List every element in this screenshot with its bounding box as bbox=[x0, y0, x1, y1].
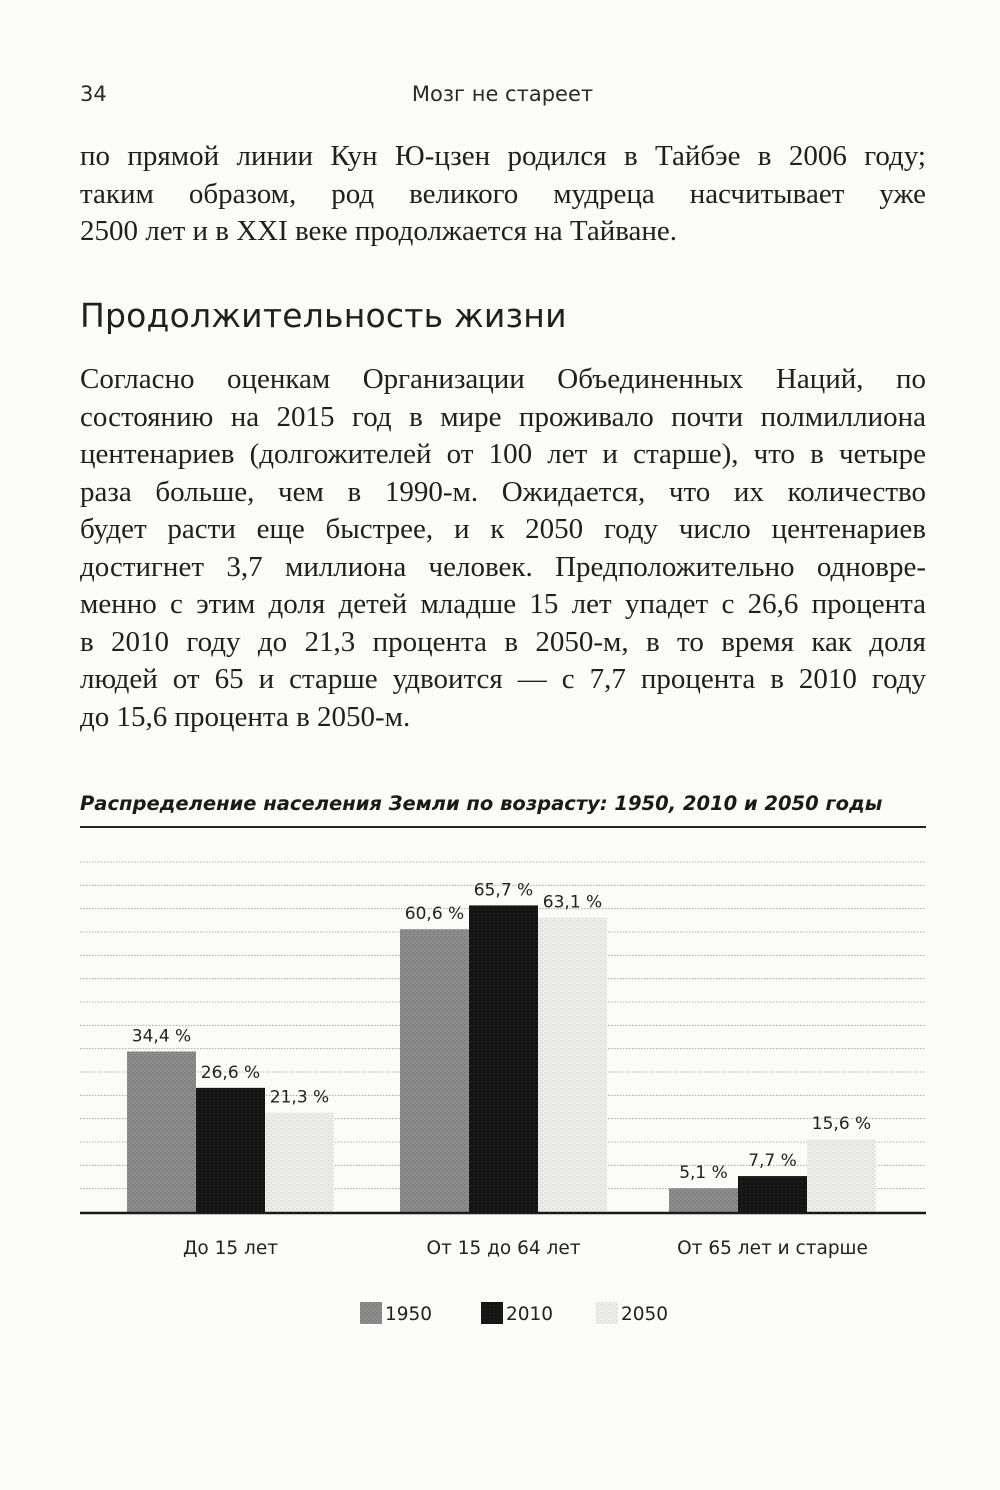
text-line: в 2010 году до 21,3 процента в 2050-м, в то время как доля bbox=[80, 625, 926, 658]
data-label: 63,1 % bbox=[542, 892, 603, 913]
category-label: До 15 лет bbox=[182, 1238, 279, 1259]
bar-1950-2 bbox=[400, 929, 469, 1212]
text-line: до 15,6 процента в 2050-м. bbox=[80, 700, 411, 733]
data-label: 7,7 % bbox=[748, 1151, 797, 1172]
bar-2050-2 bbox=[538, 918, 607, 1212]
running-title: Мозг не стареет bbox=[411, 82, 594, 106]
category-label: От 65 лет и старше bbox=[677, 1238, 868, 1259]
legend-swatch-2050 bbox=[596, 1302, 618, 1324]
legend-swatch-2010 bbox=[481, 1302, 503, 1324]
legend-swatch-1950 bbox=[360, 1302, 382, 1324]
text-line: таким образом, род великого мудреца насчитывает уже bbox=[80, 177, 926, 210]
data-label: 65,7 % bbox=[473, 880, 534, 901]
text-line: достигнет 3,7 миллиона человек. Предположительно одновре- bbox=[80, 550, 926, 583]
text-line: состоянию на 2015 год в мире проживало почти полмиллиона bbox=[80, 400, 926, 433]
bar-2050-1 bbox=[265, 1113, 334, 1212]
category-label: От 15 до 64 лет bbox=[426, 1238, 581, 1259]
data-label: 15,6 % bbox=[811, 1114, 872, 1135]
data-label: 26,6 % bbox=[200, 1062, 261, 1083]
page-number: 34 bbox=[80, 82, 107, 106]
data-label: 60,6 % bbox=[404, 904, 465, 925]
text-line: Согласно оценкам Организации Объединенных Наций, по bbox=[80, 363, 926, 395]
data-label: 5,1 % bbox=[679, 1163, 728, 1184]
bar-1950-1 bbox=[127, 1051, 196, 1212]
text-line: по прямой линии Кун Ю-цзен родился в Тайбэе в 2006 году; bbox=[80, 140, 926, 172]
text-line: людей от 65 и старше удвоится — с 7,7 процента в 2010 году bbox=[80, 663, 926, 695]
section-heading: Продолжительность жизни bbox=[80, 296, 567, 335]
data-label: 21,3 % bbox=[269, 1087, 330, 1108]
bar-2010-1 bbox=[196, 1088, 265, 1212]
text-line: центенариев (долгожителей от 100 лет и старше), что в четыре bbox=[80, 438, 926, 470]
bar-2010-3 bbox=[738, 1176, 807, 1212]
bar-2050-3 bbox=[807, 1139, 876, 1212]
text-line: 2500 лет и в XXI веке продолжается на Тайване. bbox=[80, 215, 678, 247]
text-line: менно с этим доля детей младше 15 лет упадет с 26,6 процента bbox=[80, 588, 926, 620]
text-line: раза больше, чем в 1990-м. Ожидается, что их количество bbox=[80, 475, 926, 508]
text-line: будет расти еще быстрее, и к 2050 году число центенариев bbox=[80, 513, 926, 545]
data-label: 34,4 % bbox=[131, 1026, 192, 1047]
bar-2010-2 bbox=[469, 905, 538, 1212]
chart-title: Распределение населения Земли по возрасту: 1950, 2010 и 2050 годы bbox=[80, 792, 883, 815]
bar-1950-3 bbox=[669, 1188, 738, 1212]
legend-label-2010: 2010 bbox=[506, 1304, 554, 1325]
legend-label-1950: 1950 bbox=[385, 1304, 433, 1325]
legend-label-2050: 2050 bbox=[621, 1304, 669, 1325]
